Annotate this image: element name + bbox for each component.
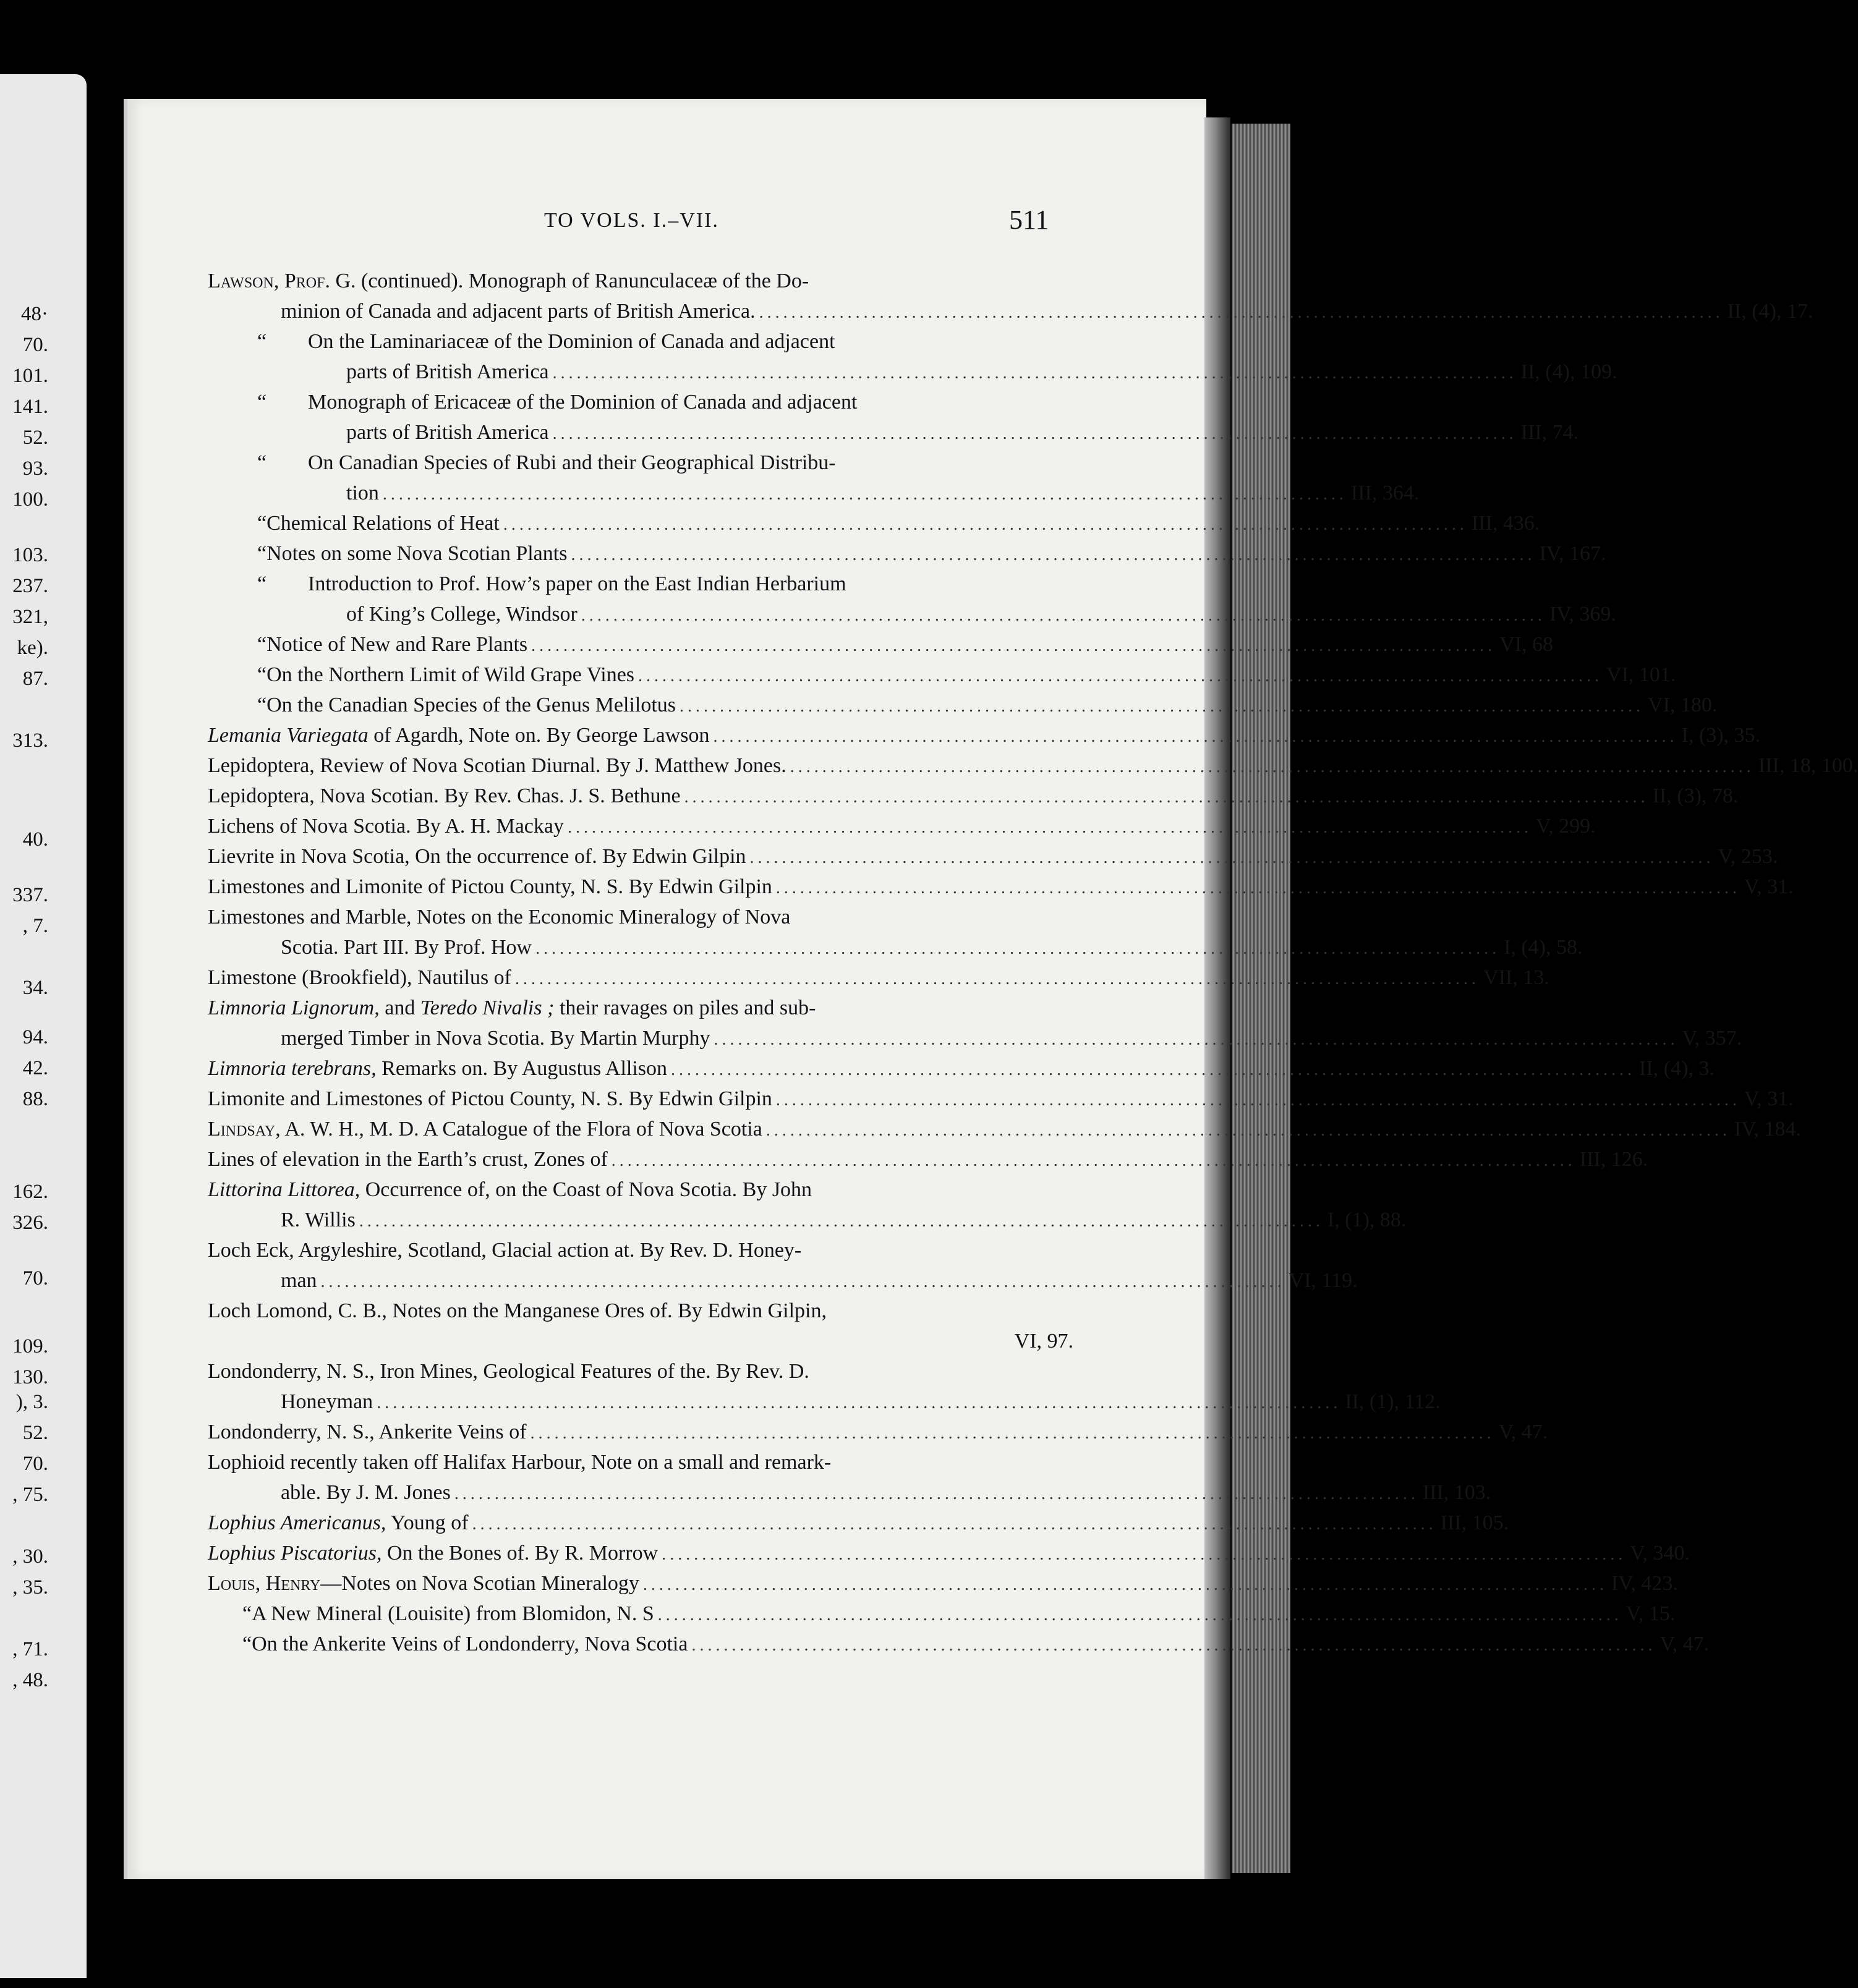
entry-text-part: of Agardh, Note on. By George Lawson xyxy=(368,724,710,747)
author-name: Lindsay, A. W. H., M. D. xyxy=(208,1118,419,1141)
index-entry-line xyxy=(208,750,1858,781)
dot-leader: ........................................................................................................................ xyxy=(657,1605,1622,1625)
volume-page-reference: III, 18, 100. xyxy=(1758,754,1858,777)
index-entry-line xyxy=(208,1477,1491,1508)
entry-text-part: On the Ankerite Veins of Londonderry, Nova Scotia xyxy=(252,1633,688,1655)
previous-page-margin-numbers xyxy=(0,74,87,1978)
entry-text xyxy=(346,417,549,448)
volume-page-reference: V, 15. xyxy=(1626,1602,1676,1625)
index-entry-line xyxy=(208,1326,1073,1356)
entry-text xyxy=(252,1629,688,1659)
dot-leader: ........................................................................................................................ xyxy=(775,878,1741,898)
previous-page-page-reference: 109. xyxy=(12,1335,48,1357)
dot-leader: ........................................................................................................................ xyxy=(638,666,1603,686)
volume-page-reference: III, 103. xyxy=(1422,1481,1491,1504)
index-entry-line xyxy=(208,1235,1073,1265)
dot-leader: ........................................................................................................................ xyxy=(611,1151,1576,1170)
entry-text xyxy=(308,326,835,357)
volume-page-reference: VI, 101. xyxy=(1606,663,1676,686)
volume-page-reference: I, (3), 35. xyxy=(1681,724,1760,747)
dot-leader: ........................................................................................................................ xyxy=(531,636,1496,655)
entry-text-part: On Canadian Species of Rubi and their Geographical Distribu- xyxy=(308,451,836,474)
index-entry-line xyxy=(208,326,1073,357)
volume-page-reference: II, (1), 112. xyxy=(1345,1390,1441,1413)
entry-text-part: Limonite and Limestones of Pictou County, N. S. By Edwin Gilpin xyxy=(208,1087,772,1110)
index-entry-line xyxy=(208,266,1073,296)
entry-text xyxy=(281,932,532,962)
previous-page xyxy=(0,74,87,1978)
dot-leader: ........................................................................................................................ xyxy=(535,939,1501,958)
entry-text xyxy=(208,1175,812,1205)
index-entry-line xyxy=(208,478,1420,508)
volume-page-reference: V, 253. xyxy=(1718,845,1778,868)
entry-text xyxy=(208,1447,831,1477)
index-entry-line xyxy=(208,1053,1715,1084)
index-entry-line xyxy=(208,781,1739,811)
previous-page-page-reference: , 71. xyxy=(12,1638,48,1660)
entry-text xyxy=(208,1508,469,1538)
index-entry-line xyxy=(208,1568,1678,1599)
volume-page-reference: VI, 180. xyxy=(1648,694,1718,716)
italic-term: Limnoria Lignorum, xyxy=(208,996,380,1019)
index-entry-line xyxy=(208,902,1073,932)
dot-leader: ........................................................................................................................ xyxy=(377,1393,1342,1412)
dot-leader: ........................................................................................................................ xyxy=(671,1060,1636,1079)
entry-text xyxy=(266,690,676,720)
entry-text-part: merged Timber in Nova Scotia. By Martin Murphy xyxy=(281,1027,710,1050)
entry-text xyxy=(208,1296,827,1326)
dot-leader: ........................................................................................................................ xyxy=(515,969,1480,988)
previous-page-page-reference: ke). xyxy=(17,637,48,659)
previous-page-page-reference: 48· xyxy=(21,303,48,325)
ditto-mark: “ xyxy=(242,1602,252,1625)
index-entry-line xyxy=(208,1205,1407,1235)
author-name: Lawson, Prof. G. xyxy=(208,270,356,292)
dot-leader: ........................................................................................................................ xyxy=(359,1212,1324,1231)
dot-leader: ........................................................................................................................ xyxy=(714,1030,1679,1049)
index-entry-line xyxy=(208,1629,1710,1659)
index-entry-line xyxy=(208,1296,1073,1326)
dot-leader: ........................................................................................................................ xyxy=(790,757,1755,776)
index-entry-line xyxy=(208,1114,1801,1144)
entry-text xyxy=(208,993,816,1023)
previous-page-page-reference: 162. xyxy=(12,1181,48,1203)
entry-text-part: their ravages on piles and sub- xyxy=(554,996,816,1019)
index-entry-line xyxy=(208,508,1540,538)
previous-page-page-reference: 313. xyxy=(12,729,48,752)
entry-text xyxy=(208,720,710,750)
page-number: 511 xyxy=(1009,205,1049,235)
volume-page-reference: III, 105. xyxy=(1440,1511,1509,1534)
index-entry-line xyxy=(208,538,1606,569)
previous-page-page-reference: 321, xyxy=(12,606,48,628)
ditto-mark: “ xyxy=(257,572,267,595)
entry-text-part: Introduction to Prof. How’s paper on the East Indian Herbarium xyxy=(308,572,846,595)
entry-text xyxy=(266,538,567,569)
entry-text xyxy=(266,629,527,660)
entry-text xyxy=(281,1477,451,1508)
entry-text-part: Scotia. Part III. By Prof. How xyxy=(281,936,532,959)
previous-page-page-reference: , 48. xyxy=(12,1669,48,1691)
dot-leader: ........................................................................................................................ xyxy=(503,515,1468,534)
entry-text xyxy=(208,962,511,993)
volume-page-reference: VI, 97. xyxy=(1014,1330,1073,1353)
entry-text-part: Remarks on. By Augustus Allison xyxy=(376,1057,668,1080)
volume-page-reference: V, 340. xyxy=(1630,1542,1690,1565)
previous-page-page-reference: , 75. xyxy=(12,1484,48,1506)
entry-text-part: Loch Lomond, C. B., Notes on the Manganese Ores of. By Edwin Gilpin, xyxy=(208,1299,827,1322)
dot-leader: ........................................................................................................................ xyxy=(680,697,1645,716)
previous-page-page-reference: 103. xyxy=(12,544,48,566)
entry-text-part: Limestones and Marble, Notes on the Economic Mineralogy of Nova xyxy=(208,906,791,928)
index-entry-line xyxy=(208,993,1073,1023)
dot-leader: ........................................................................................................................ xyxy=(765,1121,1731,1140)
italic-term: Limnoria terebrans, xyxy=(208,1057,377,1080)
running-head: TO VOLS. I.–VII. xyxy=(544,209,719,232)
entry-text xyxy=(266,660,634,690)
entry-text xyxy=(346,357,549,387)
volume-page-reference: I, (4), 58. xyxy=(1504,936,1583,959)
entry-text-part: Honeyman xyxy=(281,1390,373,1413)
dot-leader: ........................................................................................................................ xyxy=(320,1272,1285,1291)
dot-leader: ........................................................................................................................ xyxy=(662,1545,1627,1564)
entry-text-part: and xyxy=(379,996,420,1019)
index-entry-line xyxy=(208,1538,1690,1568)
entry-text xyxy=(208,1356,809,1387)
index-entry-line xyxy=(208,357,1617,387)
index-entry-line xyxy=(208,720,1760,750)
previous-page-page-reference: 130. xyxy=(12,1366,48,1388)
volume-page-reference: V, 31. xyxy=(1744,1087,1794,1110)
italic-term: Lophius Piscatorius, xyxy=(208,1542,382,1565)
italic-term: Littorina Littorea, xyxy=(208,1178,360,1201)
entry-text-part: A Catalogue of the Flora of Nova Scotia xyxy=(419,1118,762,1141)
dot-leader: ........................................................................................................................ xyxy=(454,1484,1419,1503)
entry-text-part: Limestones and Limonite of Pictou County, N. S. By Edwin Gilpin xyxy=(208,875,772,898)
entry-text xyxy=(208,1235,801,1265)
previous-page-page-reference: 100. xyxy=(12,488,48,511)
previous-page-page-reference: , 35. xyxy=(12,1576,48,1599)
previous-page-page-reference: , 30. xyxy=(12,1545,48,1568)
previous-page-page-reference: 70. xyxy=(22,1267,48,1289)
dot-leader: ........................................................................................................................ xyxy=(571,545,1536,564)
entry-text-part: On the Northern Limit of Wild Grape Vines xyxy=(266,663,635,686)
index-entry-line xyxy=(208,1175,1073,1205)
dot-leader: ........................................................................................................................ xyxy=(775,1090,1741,1110)
volume-page-reference: IV, 167. xyxy=(1539,542,1606,565)
entry-text-part: Notice of New and Rare Plants xyxy=(266,633,528,656)
index-entry-line xyxy=(208,387,1073,417)
entry-text xyxy=(208,266,809,296)
entry-text-part: —Notes on Nova Scotian Mineralogy xyxy=(320,1572,639,1595)
entry-text xyxy=(346,478,379,508)
previous-page-page-reference: 94. xyxy=(22,1026,48,1048)
previous-page-page-reference: 52. xyxy=(22,427,48,449)
entry-text-part: Lepidoptera, Nova Scotian. By Rev. Chas. J. S. Bethune xyxy=(208,784,681,807)
entry-text-part: (continued). Monograph of Ranunculaceæ of the Do- xyxy=(356,270,809,292)
volume-page-reference: III, 436. xyxy=(1471,512,1540,535)
index-entry-line xyxy=(208,932,1583,962)
index-entry-line xyxy=(208,1023,1742,1053)
ditto-mark: “ xyxy=(257,391,267,414)
ditto-mark: “ xyxy=(257,512,267,535)
index-entry-line xyxy=(208,1417,1548,1447)
dot-leader: ........................................................................................................................ xyxy=(684,788,1649,807)
entry-text-part: tion xyxy=(346,482,379,504)
index-entry-line xyxy=(208,811,1596,841)
dot-leader: ........................................................................................................................ xyxy=(472,1514,1437,1534)
entry-text xyxy=(266,508,500,538)
index-entries xyxy=(208,266,1858,1659)
entry-text-part: On the Canadian Species of the Genus Melilotus xyxy=(266,694,676,716)
entry-text-part: Londonderry, N. S., Iron Mines, Geological Features of the. By Rev. D. xyxy=(208,1360,809,1383)
index-entry-line xyxy=(208,417,1579,448)
previous-page-page-reference: 337. xyxy=(12,884,48,906)
entry-text xyxy=(208,781,681,811)
index-entry-line xyxy=(208,629,1554,660)
volume-page-reference: II, (3), 78. xyxy=(1652,784,1739,807)
entry-text xyxy=(208,902,790,932)
entry-text xyxy=(208,1417,527,1447)
ditto-mark: “ xyxy=(257,694,267,716)
volume-page-reference: IV, 369. xyxy=(1549,603,1616,626)
entry-text xyxy=(208,841,746,872)
volume-page-reference: V, 47. xyxy=(1660,1633,1710,1655)
entry-text-part: minion of Canada and adjacent parts of British America. xyxy=(281,300,756,323)
entry-text-part: man xyxy=(281,1269,317,1292)
dot-leader: ........................................................................................................................ xyxy=(530,1424,1495,1443)
entry-text-part: Notes on some Nova Scotian Plants xyxy=(266,542,568,565)
previous-page-page-reference: 70. xyxy=(22,334,48,356)
previous-page-page-reference: 237. xyxy=(12,575,48,597)
volume-page-reference: II, (4), 17. xyxy=(1727,300,1813,323)
index-entry-line xyxy=(208,448,1073,478)
previous-page-page-reference: 93. xyxy=(22,457,48,480)
entry-text-part: A New Mineral (Louisite) from Blomidon, N. S xyxy=(252,1602,654,1625)
dot-leader: ........................................................................................................................ xyxy=(382,485,1347,504)
index-entry-line xyxy=(208,1084,1794,1114)
entry-text-part: parts of British America xyxy=(346,360,549,383)
entry-text-part: Lepidoptera, Review of Nova Scotian Diurnal. By J. Matthew Jones. xyxy=(208,754,786,777)
volume-page-reference: IV, 423. xyxy=(1611,1572,1678,1595)
entry-text-part: Monograph of Ericaceæ of the Dominion of Canada and adjacent xyxy=(308,391,858,414)
dot-leader: ........................................................................................................................ xyxy=(552,424,1517,443)
entry-text xyxy=(208,1053,667,1084)
author-name: Louis, Henry xyxy=(208,1572,321,1595)
volume-page-reference: III, 74. xyxy=(1520,421,1579,444)
previous-page-page-reference: 42. xyxy=(22,1057,48,1079)
entry-text-part: On the Bones of. By R. Morrow xyxy=(381,1542,658,1565)
dot-leader: ........................................................................................................................ xyxy=(691,1636,1656,1655)
index-entry-line xyxy=(208,1508,1509,1538)
italic-term: Lemania Variegata xyxy=(208,724,369,747)
index-entry-line xyxy=(208,660,1676,690)
italic-term: Teredo Nivalis ; xyxy=(420,996,555,1019)
entry-text-part: Occurrence of, on the Coast of Nova Scotia. By John xyxy=(360,1178,812,1201)
previous-page-page-reference: 40. xyxy=(22,828,48,851)
entry-text-part: Young of xyxy=(386,1511,469,1534)
index-entry-line xyxy=(208,872,1794,902)
entry-text xyxy=(281,296,756,326)
index-entry-line xyxy=(208,690,1718,720)
previous-page-page-reference: 326. xyxy=(12,1212,48,1234)
ditto-mark: “ xyxy=(257,633,267,656)
entry-text-part: R. Willis xyxy=(281,1209,356,1231)
previous-page-page-reference: , 7. xyxy=(22,915,48,937)
entry-text xyxy=(281,1023,710,1053)
index-entry-line xyxy=(208,1144,1648,1175)
dot-leader: ........................................................................................................................ xyxy=(581,606,1546,625)
entry-text xyxy=(208,750,786,781)
entry-text xyxy=(281,1265,317,1296)
entry-text xyxy=(346,599,577,629)
entry-text-part: Limestone (Brookfield), Nautilus of xyxy=(208,966,512,989)
previous-page-page-reference: 70. xyxy=(22,1453,48,1475)
entry-text-part: parts of British America xyxy=(346,421,549,444)
entry-text-part: Chemical Relations of Heat xyxy=(266,512,500,535)
volume-page-reference: II, (4), 109. xyxy=(1520,360,1617,383)
entry-text-part: Londonderry, N. S., Ankerite Veins of xyxy=(208,1421,527,1443)
volume-page-reference: IV, 184. xyxy=(1734,1118,1801,1141)
index-entry-line xyxy=(208,962,1549,993)
previous-page-page-reference: 34. xyxy=(22,977,48,999)
index-entry-line xyxy=(208,1447,1073,1477)
volume-page-reference: V, 357. xyxy=(1682,1027,1742,1050)
dot-leader: ........................................................................................................................ xyxy=(759,303,1724,322)
entry-text xyxy=(308,387,857,417)
entry-text xyxy=(252,1599,654,1629)
index-entry-line xyxy=(208,1599,1676,1629)
previous-page-page-reference: ), 3. xyxy=(15,1391,48,1413)
entry-text-part: able. By J. M. Jones xyxy=(281,1481,451,1504)
entry-text xyxy=(208,811,564,841)
dot-leader: ........................................................................................................................ xyxy=(552,363,1517,383)
entry-text xyxy=(308,569,846,599)
volume-page-reference: III, 364. xyxy=(1350,482,1420,504)
index-entry-line xyxy=(208,1356,1073,1387)
index-entry-line xyxy=(208,1387,1441,1417)
volume-page-reference: VII, 13. xyxy=(1483,966,1549,989)
entry-text xyxy=(208,1568,639,1599)
volume-page-reference: V, 299. xyxy=(1536,815,1596,838)
volume-page-reference: V, 47. xyxy=(1498,1421,1548,1443)
entry-text-part: Lophioid recently taken off Halifax Harbour, Note on a small and remark- xyxy=(208,1451,832,1474)
previous-page-page-reference: 52. xyxy=(22,1422,48,1444)
previous-page-page-reference: 87. xyxy=(22,668,48,690)
dot-leader: ........................................................................................................................ xyxy=(713,727,1678,746)
ditto-mark: “ xyxy=(257,451,267,474)
volume-page-reference: II, (4), 3. xyxy=(1639,1057,1715,1080)
entry-text xyxy=(208,1084,772,1114)
dot-leader: ........................................................................................................................ xyxy=(568,818,1532,837)
entry-text xyxy=(281,1387,373,1417)
entry-text xyxy=(208,1538,658,1568)
entry-text-part: Loch Eck, Argyleshire, Scotland, Glacial action at. By Rev. D. Honey- xyxy=(208,1239,802,1262)
italic-term: Lophius Americanus, xyxy=(208,1511,386,1534)
ditto-mark: “ xyxy=(242,1633,252,1655)
index-entry-line xyxy=(208,841,1778,872)
entry-text-part: Lines of elevation in the Earth’s crust, Zones of xyxy=(208,1148,608,1171)
previous-page-page-reference: 141. xyxy=(12,396,48,418)
entry-text xyxy=(208,1144,608,1175)
volume-page-reference: VI, 68 xyxy=(1499,633,1554,656)
entry-text xyxy=(208,1114,762,1144)
index-entry-line xyxy=(208,296,1813,326)
ditto-mark: “ xyxy=(257,542,267,565)
volume-page-reference: V, 31. xyxy=(1744,875,1794,898)
index-entry-line xyxy=(208,1265,1358,1296)
entry-text-part: Lichens of Nova Scotia. By A. H. Mackay xyxy=(208,815,564,838)
entry-text-part: On the Laminariaceæ of the Dominion of Canada and adjacent xyxy=(308,330,835,353)
dot-leader: ........................................................................................................................ xyxy=(749,848,1715,867)
previous-page-page-reference: 88. xyxy=(22,1088,48,1110)
volume-page-reference: VI, 119. xyxy=(1289,1269,1358,1292)
entry-text xyxy=(208,872,772,902)
index-entry-line xyxy=(208,599,1616,629)
entry-text-part: of King’s College, Windsor xyxy=(346,603,577,626)
volume-page-reference: III, 126. xyxy=(1579,1148,1648,1171)
index-entry-line xyxy=(208,569,1073,599)
previous-page-page-reference: 101. xyxy=(12,365,48,387)
ditto-mark: “ xyxy=(257,663,267,686)
dot-leader: ........................................................................................................................ xyxy=(642,1575,1608,1594)
entry-text xyxy=(281,1205,356,1235)
ditto-mark: “ xyxy=(257,330,267,353)
entry-text xyxy=(308,448,836,478)
entry-text-part: Lievrite in Nova Scotia, On the occurrence of. By Edwin Gilpin xyxy=(208,845,746,868)
volume-page-reference: I, (1), 88. xyxy=(1327,1209,1407,1231)
